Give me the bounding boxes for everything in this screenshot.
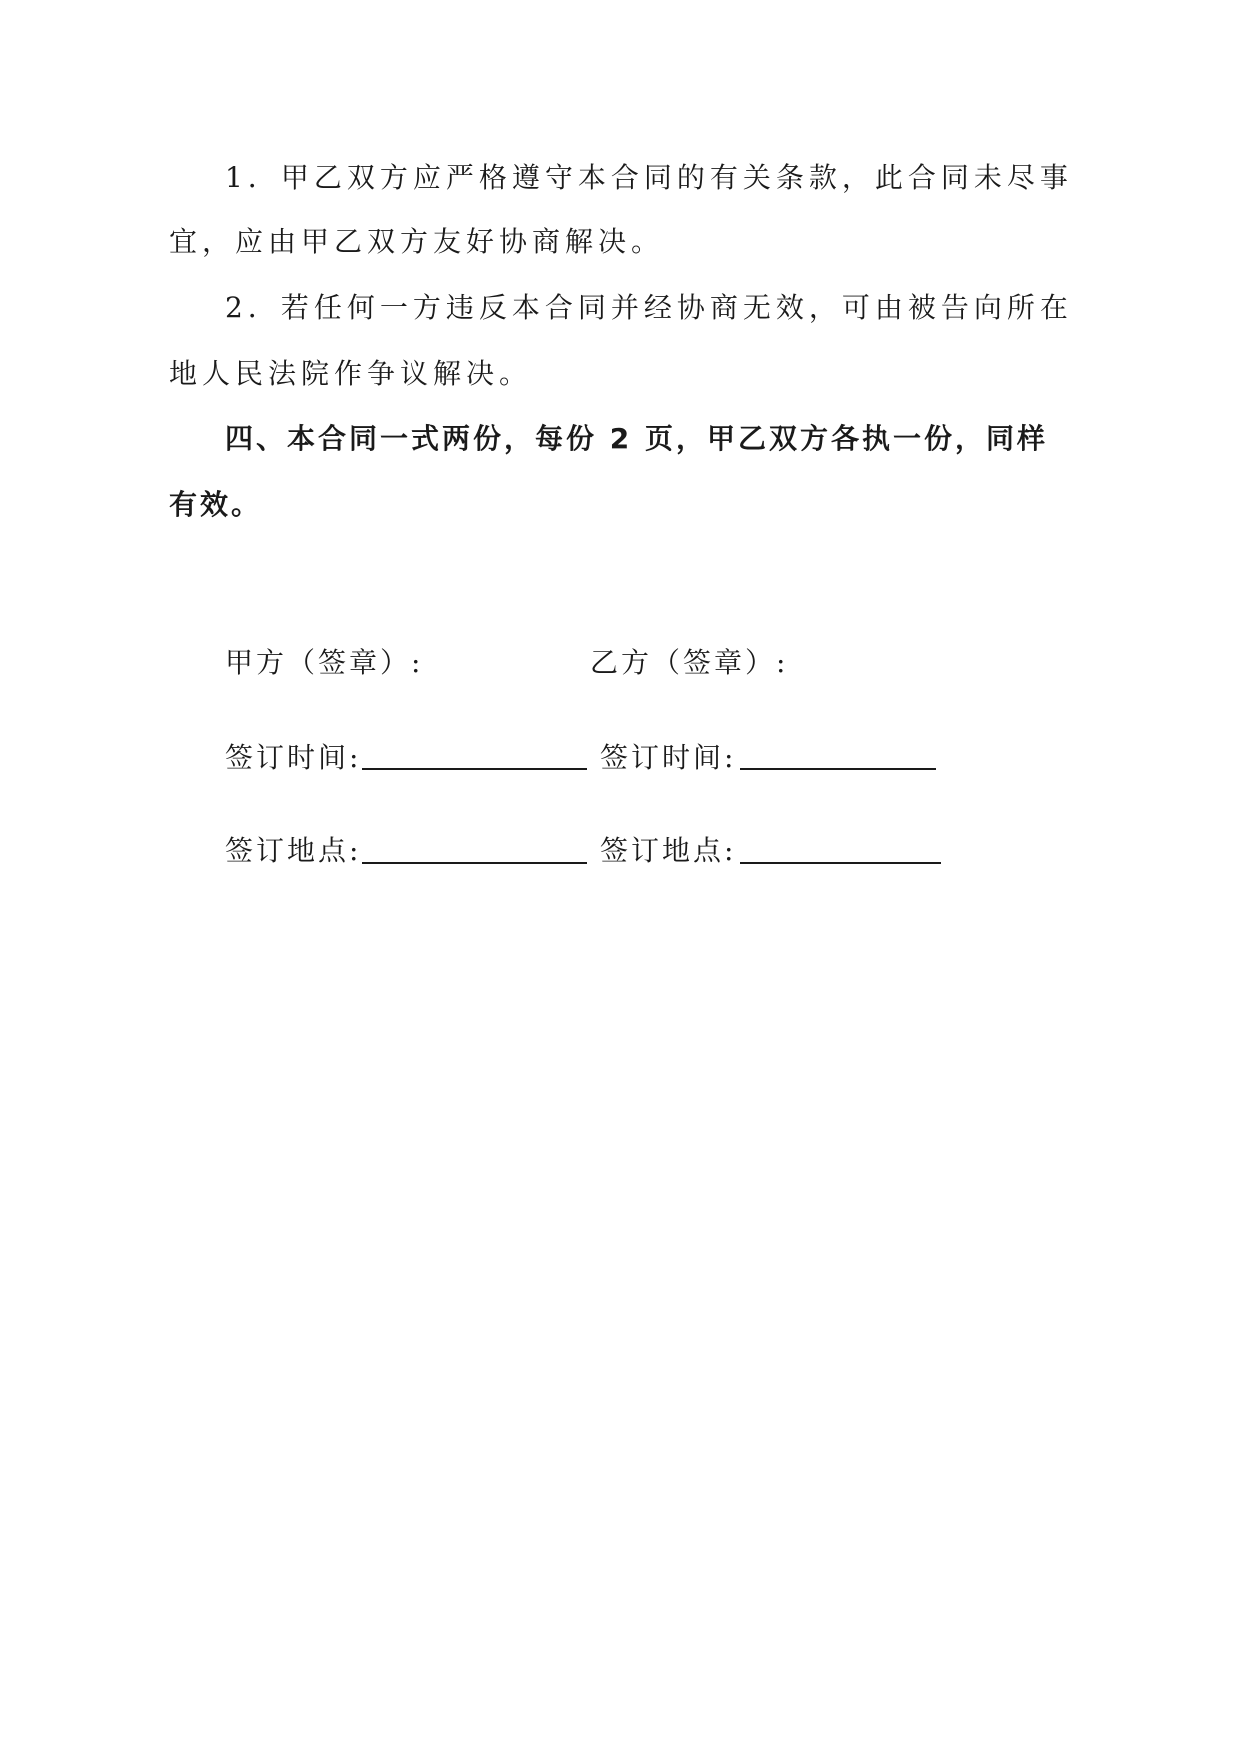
party-a-signing-time-label: 签订时间:: [225, 741, 362, 774]
party-a-signature-label: 甲方（签章）:: [225, 646, 424, 679]
clause-1-line-2: 宜，应由甲乙双方友好协商解决。: [169, 225, 665, 258]
clause-1-line-1: 1．甲乙双方应严格遵守本合同的有关条款，此合同未尽事: [225, 161, 1073, 194]
clause-2-line-2: 地人民法院作争议解决。: [169, 357, 533, 390]
party-b-signature-label: 乙方（签章）:: [590, 646, 789, 679]
party-a-signing-time-field[interactable]: [362, 768, 587, 770]
section-4-line-1: 四、本合同一式两份，每份 2 页，甲乙双方各执一份，同样: [225, 422, 1048, 455]
party-b-signing-place-field[interactable]: [740, 862, 941, 864]
section-4-line-2: 有效。: [169, 488, 263, 521]
clause-2-line-1: 2．若任何一方违反本合同并经协商无效，可由被告向所在: [225, 291, 1073, 324]
party-b-signing-place-label: 签订地点:: [600, 834, 737, 867]
party-b-signing-time-field[interactable]: [740, 768, 936, 770]
party-a-signing-place-field[interactable]: [362, 862, 587, 864]
party-a-signing-place-label: 签订地点:: [225, 834, 362, 867]
party-b-signing-time-label: 签订时间:: [600, 741, 737, 774]
